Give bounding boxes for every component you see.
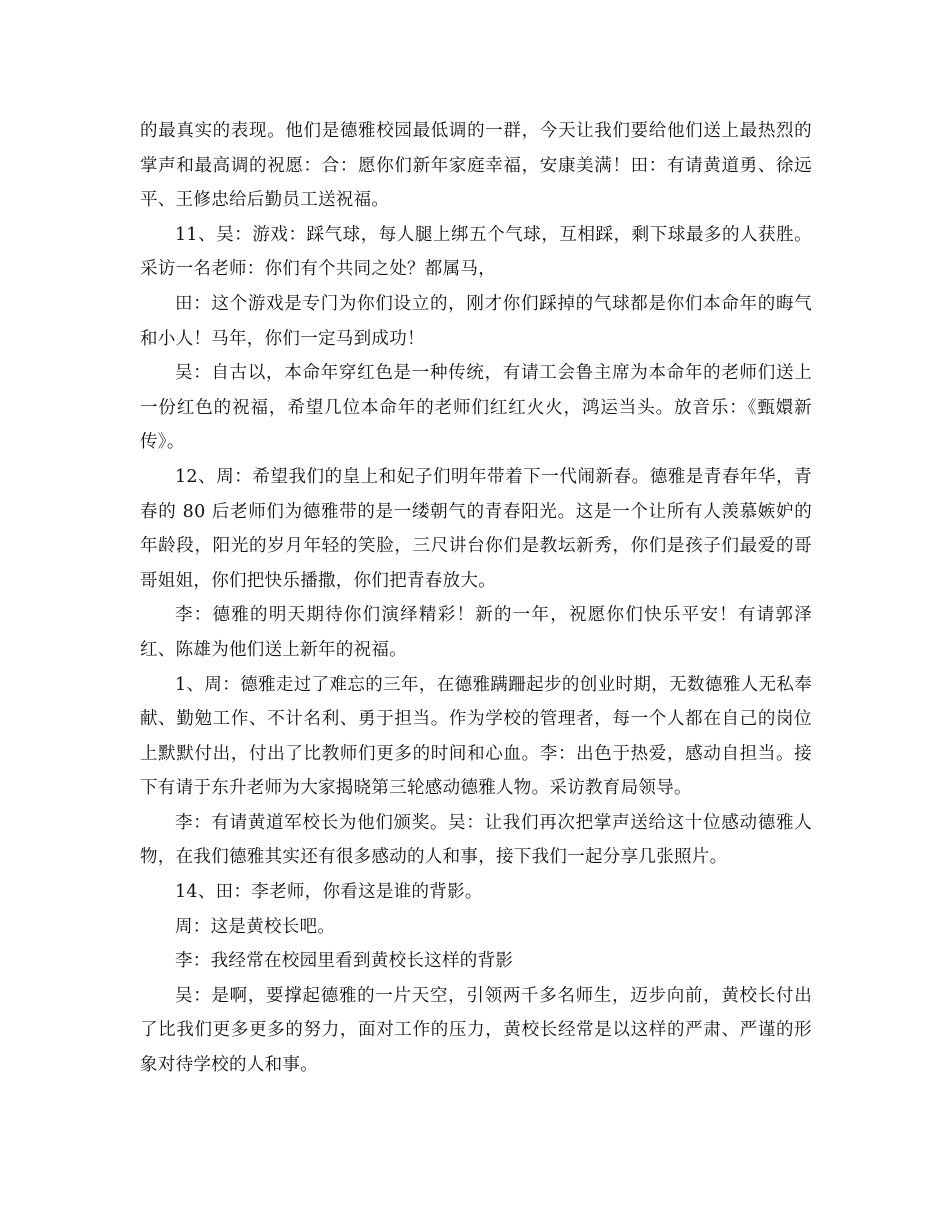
paragraph: 李：有请黄道军校长为他们颁奖。吴：让我们再次把掌声送给这十位感动德雅人物，在我们德雅其实还有很多感动的人和事，接下我们一起分享几张照片。 [140, 812, 812, 868]
paragraph: 1、周：德雅走过了难忘的三年，在德雅蹒跚起步的创业时期，无数德雅人无私奉献、勤勉工作、不计名利、勇于担当。作为学校的管理者，每一个人都在自己的岗位上默默付出，付出了比教师们更多的时间和心血。李：出色于热爱，感动自担当。接下有请于东升老师为大家揭晓第三轮感动德雅人物。采访教育局领导。 [140, 674, 812, 799]
paragraph: 吴：自古以，本命年穿红色是一种传统，有请工会鲁主席为本命年的老师们送上一份红色的祝福，希望几位本命年的老师们红红火火，鸿运当头。放音乐：《甄嬛新传》。 [140, 363, 812, 453]
paragraph: 李：德雅的明天期待你们演绎精彩！新的一年，祝愿你们快乐平安！有请郭泽红、陈雄为他们送上新年的祝福。 [140, 605, 812, 660]
paragraph: 李：我经常在校园里看到黄校长这样的背影 [175, 951, 514, 972]
paragraph: 11、吴：游戏：踩气球，每人腿上绑五个气球，互相踩，剩下球最多的人获胜。采访一名老师：你们有个共同之处？都属马， [140, 224, 812, 280]
paragraph: 吴：是啊，要撑起德雅的一片天空，引领两千多名师生，迈步向前，黄校长付出了比我们更多更多的努力，面对工作的压力，黄校长经常是以这样的严肃、严谨的形象对待学校的人和事。 [140, 985, 812, 1076]
paragraph: 的最真实的表现。他们是德雅校园最低调的一群，今天让我们要给他们送上最热烈的掌声和最高调的祝愿：合：愿你们新年家庭幸福，安康美满！田：有请黄道勇、徐远平、王修忠给后勤员工送祝福。 [140, 121, 812, 211]
paragraph: 12、周：希望我们的皇上和妃子们明年带着下一代闹新春。德雅是青春年华，青春的 80 后老师们为德雅带的是一缕朝气的青春阳光。这是一个让所有人羡慕嫉妒的年龄段，阳光的岁月年轻的笑脸，三尺讲台你们是教坛新秀，你们是孩子们最爱的哥哥姐姐，你们把快乐播撒，你们把青春放大。 [140, 466, 812, 591]
document-body [140, 114, 812, 1083]
paragraph: 14、田：李老师，你看这是谁的背影。 [175, 882, 483, 903]
paragraph: 田：这个游戏是专门为你们设立的，刚才你们踩掉的气球都是你们本命年的晦气和小人！马年，你们一定马到成功！ [140, 293, 812, 349]
paragraph: 周：这是黄校长吧。 [175, 916, 336, 937]
